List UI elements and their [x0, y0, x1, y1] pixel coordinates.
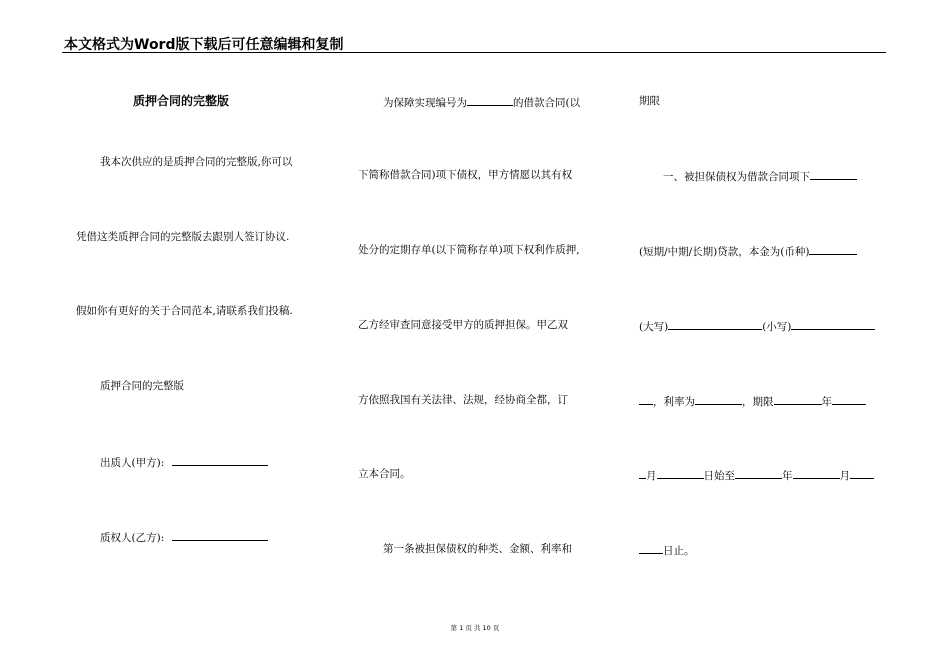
contract-number-blank — [467, 94, 513, 106]
article-1-heading: 第一条被担保债权的种类、金额、利率和 — [383, 543, 572, 555]
end-line — [639, 542, 695, 558]
end-year-blank — [735, 467, 782, 479]
header-divider — [62, 52, 886, 53]
intro-line-2: 凭借这类质押合同的完整版去跟别人签订协议. — [76, 231, 290, 243]
page-footer: 第 1 页 共 10 页 — [450, 624, 500, 632]
secured-claim-line — [663, 168, 857, 184]
end-day-blank — [850, 467, 874, 479]
start-day-blank — [657, 467, 704, 479]
rate-label: ，利率为 — [653, 396, 695, 408]
end-month-blank — [793, 467, 840, 479]
pledgee-blank — [172, 529, 268, 541]
amount-tail-blank — [639, 393, 653, 405]
month-label-1: 月 — [646, 470, 657, 482]
start-month-lead-blank — [639, 467, 646, 479]
currency-blank — [809, 243, 857, 255]
start-year-blank — [832, 393, 866, 405]
page-header: 本文格式为Word版下载后可任意编辑和复制 — [64, 37, 344, 53]
end-day-lead-blank — [639, 542, 663, 554]
end-label: 日止。 — [663, 545, 695, 557]
document-title: 质押合同的完整版 — [133, 94, 230, 108]
secured-claim-text: 一、被担保债权为借款合同项下 — [663, 171, 810, 183]
intro-line-1: 我本次供应的是质押合同的完整版,你可以 — [100, 156, 293, 168]
amount-upper-blank — [668, 318, 762, 330]
term-years-blank — [774, 393, 822, 405]
year-label-2: 年 — [782, 470, 793, 482]
pledgee-field — [100, 529, 268, 545]
loan-type-text: (短期/中期/长期)贷款，本金为(币种) — [639, 246, 810, 258]
intro-line-3: 假如你有更好的关于合同范本,请联系我们投稿. — [76, 305, 293, 317]
preamble-line-5: 方依照我国有关法律、法规，经协商全都，订 — [358, 394, 568, 406]
amount-lower-label: (小写) — [762, 321, 792, 333]
preamble-line-1 — [383, 94, 580, 110]
month-label-2: 月 — [839, 470, 850, 482]
year-label: 年 — [821, 396, 832, 408]
term-line: 期限 — [639, 95, 660, 107]
preamble-text-a: 为保障实现编号为 — [383, 97, 467, 109]
amount-upper-label: (大写) — [639, 321, 669, 333]
period-line — [639, 467, 874, 483]
preamble-line-6: 立本合同。 — [358, 468, 411, 480]
preamble-line-4: 乙方经审查同意接受甲方的质押担保。甲乙双 — [358, 319, 568, 331]
term-label: ，期限 — [742, 396, 774, 408]
loan-contract-blank — [810, 168, 857, 180]
pledgor-field — [100, 454, 268, 470]
loan-type-line — [639, 243, 857, 259]
amount-lower-blank — [791, 318, 875, 330]
start-to-label: 日始至 — [703, 470, 735, 482]
preamble-text-b: 的借款合同(以 — [513, 97, 581, 109]
rate-line — [639, 393, 866, 409]
preamble-line-3: 处分的定期存单(以下简称存单)项下权利作质押, — [358, 244, 580, 256]
pledgor-blank — [172, 454, 268, 466]
preamble-line-2: 下简称借款合同)项下债权，甲方情愿以其有权 — [358, 169, 573, 181]
pledgee-label: 质权人(乙方): — [100, 532, 165, 544]
subtitle: 质押合同的完整版 — [100, 380, 184, 392]
amount-line — [639, 318, 875, 334]
rate-blank — [695, 393, 742, 405]
pledgor-label: 出质人(甲方): — [100, 457, 165, 469]
